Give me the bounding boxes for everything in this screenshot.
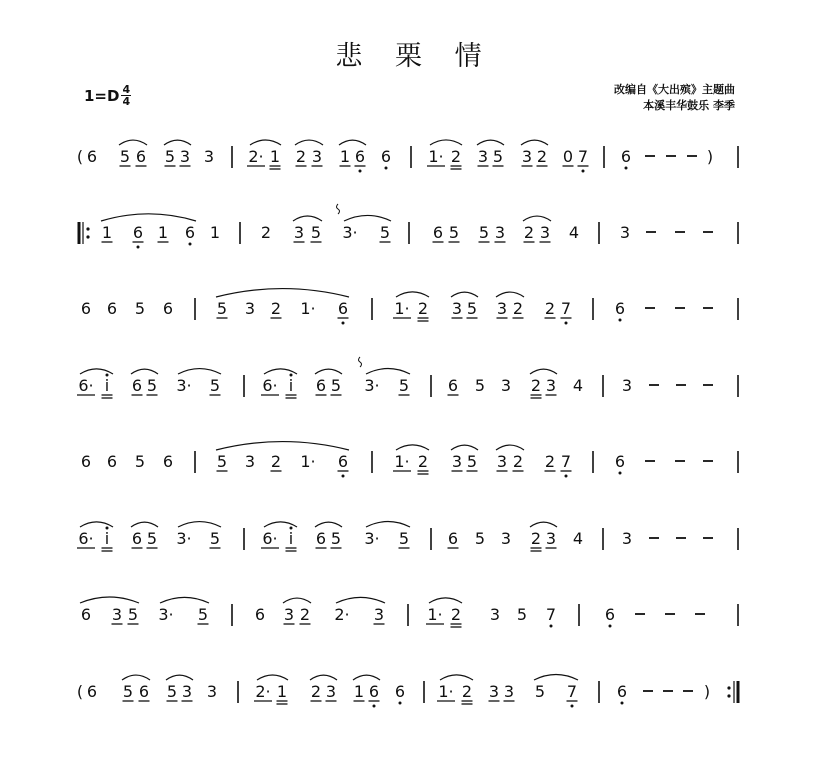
note-2-12: 2 xyxy=(417,299,429,318)
slur-arc xyxy=(160,597,209,603)
note-6-4: 5 xyxy=(197,605,209,624)
note-7-10: 2 xyxy=(310,682,322,701)
note-0-29: ) xyxy=(706,147,714,166)
low-octave-dot xyxy=(625,167,628,170)
note-7-14: 6 xyxy=(394,682,406,701)
note-3-15: 5 xyxy=(474,376,486,395)
note-5-0: 6· xyxy=(78,529,94,548)
note-1-8: 3 xyxy=(293,223,305,242)
note-6-16: 7 xyxy=(545,605,557,624)
note-7-16: 1· xyxy=(438,682,454,701)
note-2-7: 2 xyxy=(270,299,282,318)
note-3-3: 5 xyxy=(146,376,158,395)
note-4-9: 6 xyxy=(337,452,349,471)
note-1-13: 6 xyxy=(432,223,444,242)
slur-arc xyxy=(216,442,349,450)
note-6-10: 3 xyxy=(373,605,385,624)
note-1-11: 5 xyxy=(379,223,391,242)
note-2-20: 6 xyxy=(614,299,626,318)
slur-arc xyxy=(178,522,221,527)
note-2-14: 5 xyxy=(466,299,478,318)
slur-arc xyxy=(283,598,311,603)
note-5-10: 5 xyxy=(330,529,342,548)
note-5-17: 2 xyxy=(530,529,542,548)
note-2-16: 2 xyxy=(512,299,524,318)
slur-arc xyxy=(216,289,349,297)
slur-arc xyxy=(496,445,524,450)
note-1-9: 5 xyxy=(310,223,322,242)
note-7-3: 6 xyxy=(138,682,150,701)
slur-arc xyxy=(477,140,504,145)
slur-arc xyxy=(101,214,196,221)
note-1-15: 5 xyxy=(478,223,490,242)
repeat-dot xyxy=(727,694,730,697)
slur-arc xyxy=(264,522,297,527)
note-4-15: 3 xyxy=(496,452,508,471)
note-0-18: 3 xyxy=(477,147,489,166)
note-0-16: 1· xyxy=(428,147,444,166)
slur-arc xyxy=(440,675,473,680)
slur-arc xyxy=(257,675,288,680)
note-3-0: 6· xyxy=(78,376,94,395)
slur-arc xyxy=(315,522,342,527)
slur-arc xyxy=(344,215,391,221)
note-7-27: ) xyxy=(703,682,711,701)
note-4-6: 3 xyxy=(244,452,256,471)
slur-arc xyxy=(430,140,462,145)
note-5-5: 5 xyxy=(209,529,221,548)
note-2-0: 6 xyxy=(80,299,92,318)
note-0-5: 3 xyxy=(179,147,191,166)
note-1-10: 3· xyxy=(342,223,358,242)
note-0-21: 2 xyxy=(536,147,548,166)
high-octave-dot xyxy=(290,527,293,530)
slur-arc xyxy=(178,369,221,374)
note-2-18: 7 xyxy=(560,299,572,318)
slur-arc xyxy=(80,369,113,374)
slur-arc xyxy=(250,140,281,145)
note-5-19: 4 xyxy=(572,529,584,548)
slur-arc xyxy=(315,369,342,374)
note-4-8: 1· xyxy=(300,452,316,471)
note-4-14: 5 xyxy=(466,452,478,471)
slur-arc xyxy=(80,597,139,603)
note-5-1: i xyxy=(104,529,110,548)
key-label: 1=D xyxy=(84,86,120,105)
slur-arc xyxy=(521,140,548,145)
slur-arc xyxy=(166,675,193,680)
note-4-2: 5 xyxy=(134,452,146,471)
high-octave-dot xyxy=(106,527,109,530)
note-0-6: 3 xyxy=(203,147,215,166)
low-octave-dot xyxy=(565,475,568,478)
note-6-6: 6 xyxy=(254,605,266,624)
slur-arc xyxy=(293,216,322,221)
note-6-15: 5 xyxy=(516,605,528,624)
note-1-18: 3 xyxy=(539,223,551,242)
note-3-18: 3 xyxy=(545,376,557,395)
note-4-13: 3 xyxy=(451,452,463,471)
note-7-17: 2 xyxy=(461,682,473,701)
note-7-11: 3 xyxy=(325,682,337,701)
note-6-7: 3 xyxy=(283,605,295,624)
ornament-mark xyxy=(359,357,362,367)
low-octave-dot xyxy=(385,167,388,170)
note-0-13: 6 xyxy=(354,147,366,166)
note-7-13: 6 xyxy=(368,682,380,701)
note-0-25: 6 xyxy=(620,147,632,166)
note-6-2: 5 xyxy=(127,605,139,624)
note-0-22: 0 xyxy=(562,147,574,166)
note-4-16: 2 xyxy=(512,452,524,471)
note-5-18: 3 xyxy=(545,529,557,548)
note-4-18: 7 xyxy=(560,452,572,471)
low-octave-dot xyxy=(359,170,362,173)
note-5-8: i xyxy=(288,529,294,548)
note-4-1: 6 xyxy=(106,452,118,471)
note-5-15: 5 xyxy=(474,529,486,548)
low-octave-dot xyxy=(619,319,622,322)
note-4-7: 2 xyxy=(270,452,282,471)
slur-arc xyxy=(396,292,429,297)
slur-arc xyxy=(366,369,410,374)
note-0-14: 6 xyxy=(380,147,392,166)
slur-arc xyxy=(451,292,478,297)
note-4-11: 1· xyxy=(394,452,410,471)
note-1-7: 2 xyxy=(260,223,272,242)
repeat-sign: 𝄆 xyxy=(83,238,84,239)
slur-arc xyxy=(310,675,337,680)
song-title: 悲 栗 情 xyxy=(335,41,494,72)
slur-arc xyxy=(530,522,557,527)
note-0-0: ( xyxy=(76,147,84,166)
low-octave-dot xyxy=(619,472,622,475)
note-2-3: 6 xyxy=(162,299,174,318)
note-3-16: 3 xyxy=(500,376,512,395)
note-3-17: 2 xyxy=(530,376,542,395)
low-octave-dot xyxy=(373,705,376,708)
note-1-19: 4 xyxy=(568,223,580,242)
note-0-4: 5 xyxy=(164,147,176,166)
ornament-mark xyxy=(337,204,340,214)
slur-arc xyxy=(336,597,385,603)
note-3-10: 5 xyxy=(330,376,342,395)
note-0-11: 3 xyxy=(311,147,323,166)
repeat-dot xyxy=(727,686,730,689)
note-5-3: 5 xyxy=(146,529,158,548)
note-7-19: 3 xyxy=(503,682,515,701)
low-octave-dot xyxy=(342,475,345,478)
slur-arc xyxy=(496,292,524,297)
note-0-12: 1 xyxy=(339,147,351,166)
note-2-6: 3 xyxy=(244,299,256,318)
note-6-18: 6 xyxy=(604,605,616,624)
low-octave-dot xyxy=(399,702,402,705)
time-signature-top: 4 xyxy=(122,83,131,96)
note-4-12: 2 xyxy=(417,452,429,471)
note-2-17: 2 xyxy=(544,299,556,318)
note-1-4: 6 xyxy=(184,223,196,242)
low-octave-dot xyxy=(342,322,345,325)
slur-arc xyxy=(523,216,551,221)
note-1-1: 1 xyxy=(101,223,113,242)
low-octave-dot xyxy=(565,322,568,325)
note-6-0: 6 xyxy=(80,605,92,624)
note-3-21: 3 xyxy=(621,376,633,395)
note-1-17: 2 xyxy=(523,223,535,242)
slur-arc xyxy=(131,522,158,527)
note-4-17: 2 xyxy=(544,452,556,471)
note-7-20: 5 xyxy=(534,682,546,701)
note-6-1: 3 xyxy=(111,605,123,624)
note-2-13: 3 xyxy=(451,299,463,318)
note-1-2: 6 xyxy=(132,223,144,242)
note-3-11: 3· xyxy=(364,376,380,395)
note-7-6: 3 xyxy=(206,682,218,701)
slur-arc xyxy=(295,140,323,145)
note-1-3: 1 xyxy=(157,223,169,242)
note-7-23: 6 xyxy=(616,682,628,701)
high-octave-dot xyxy=(106,374,109,377)
slur-arc xyxy=(339,140,366,145)
note-7-21: 7 xyxy=(566,682,578,701)
note-4-20: 6 xyxy=(614,452,626,471)
slur-arc xyxy=(119,140,147,145)
low-octave-dot xyxy=(571,705,574,708)
note-0-23: 7 xyxy=(577,147,589,166)
note-5-16: 3 xyxy=(500,529,512,548)
note-2-9: 6 xyxy=(337,299,349,318)
slur-arc xyxy=(264,369,297,374)
note-7-12: 1 xyxy=(353,682,365,701)
note-2-5: 5 xyxy=(216,299,228,318)
note-2-11: 1· xyxy=(394,299,410,318)
note-3-14: 6 xyxy=(447,376,459,395)
note-7-18: 3 xyxy=(488,682,500,701)
note-4-0: 6 xyxy=(80,452,92,471)
slur-arc xyxy=(534,675,578,680)
note-3-9: 6 xyxy=(315,376,327,395)
low-octave-dot xyxy=(189,243,192,246)
note-0-8: 2· xyxy=(248,147,264,166)
note-7-2: 5 xyxy=(122,682,134,701)
note-5-2: 6 xyxy=(131,529,143,548)
note-7-9: 1 xyxy=(276,682,288,701)
low-octave-dot xyxy=(582,170,585,173)
note-2-2: 5 xyxy=(134,299,146,318)
note-3-8: i xyxy=(288,376,294,395)
note-6-12: 1· xyxy=(427,605,443,624)
slur-arc xyxy=(396,445,429,450)
note-0-19: 5 xyxy=(492,147,504,166)
note-0-2: 5 xyxy=(119,147,131,166)
slur-arc xyxy=(353,675,380,680)
note-2-15: 3 xyxy=(496,299,508,318)
slur-arc xyxy=(80,522,113,527)
slur-arc xyxy=(131,369,158,374)
slur-arc xyxy=(530,369,557,374)
note-0-17: 2 xyxy=(450,147,462,166)
note-5-12: 5 xyxy=(398,529,410,548)
note-5-11: 3· xyxy=(364,529,380,548)
arranger-credit: 本溪丰华鼓乐 李季 xyxy=(643,99,735,112)
note-7-1: 6 xyxy=(86,682,98,701)
low-octave-dot xyxy=(609,625,612,628)
slur-arc xyxy=(366,522,410,527)
note-5-21: 3 xyxy=(621,529,633,548)
note-1-14: 5 xyxy=(448,223,460,242)
note-3-5: 5 xyxy=(209,376,221,395)
note-6-13: 2 xyxy=(450,605,462,624)
low-octave-dot xyxy=(550,625,553,628)
time-signature-bottom: 4 xyxy=(122,95,131,108)
note-6-3: 3· xyxy=(158,605,174,624)
note-7-0: ( xyxy=(76,682,84,701)
note-5-9: 6 xyxy=(315,529,327,548)
repeat-dot xyxy=(86,227,89,230)
slur-arc xyxy=(429,598,462,603)
note-6-8: 2 xyxy=(299,605,311,624)
note-3-4: 3· xyxy=(176,376,192,395)
note-0-1: 6 xyxy=(86,147,98,166)
low-octave-dot xyxy=(621,702,624,705)
note-0-20: 3 xyxy=(521,147,533,166)
repeat-sign: 𝄇 xyxy=(734,697,735,698)
note-7-4: 5 xyxy=(166,682,178,701)
note-2-8: 1· xyxy=(300,299,316,318)
note-3-1: i xyxy=(104,376,110,395)
note-0-3: 6 xyxy=(135,147,147,166)
note-7-5: 3 xyxy=(181,682,193,701)
note-3-7: 6· xyxy=(262,376,278,395)
note-5-7: 6· xyxy=(262,529,278,548)
low-octave-dot xyxy=(137,246,140,249)
note-2-1: 6 xyxy=(106,299,118,318)
note-6-9: 2· xyxy=(334,605,350,624)
note-5-14: 6 xyxy=(447,529,459,548)
note-7-8: 2· xyxy=(255,682,271,701)
note-5-4: 3· xyxy=(176,529,192,548)
high-octave-dot xyxy=(290,374,293,377)
note-3-12: 5 xyxy=(398,376,410,395)
note-3-19: 4 xyxy=(572,376,584,395)
note-6-14: 3 xyxy=(489,605,501,624)
note-1-21: 3 xyxy=(619,223,631,242)
note-4-5: 5 xyxy=(216,452,228,471)
slur-arc xyxy=(122,675,150,680)
note-4-3: 6 xyxy=(162,452,174,471)
note-0-9: 1 xyxy=(269,147,281,166)
slur-arc xyxy=(451,445,478,450)
note-0-10: 2 xyxy=(295,147,307,166)
note-3-2: 6 xyxy=(131,376,143,395)
source-credit: 改编自《大出殡》主题曲 xyxy=(614,83,735,96)
note-1-16: 3 xyxy=(494,223,506,242)
note-1-5: 1 xyxy=(209,223,221,242)
repeat-dot xyxy=(86,235,89,238)
slur-arc xyxy=(164,140,191,145)
